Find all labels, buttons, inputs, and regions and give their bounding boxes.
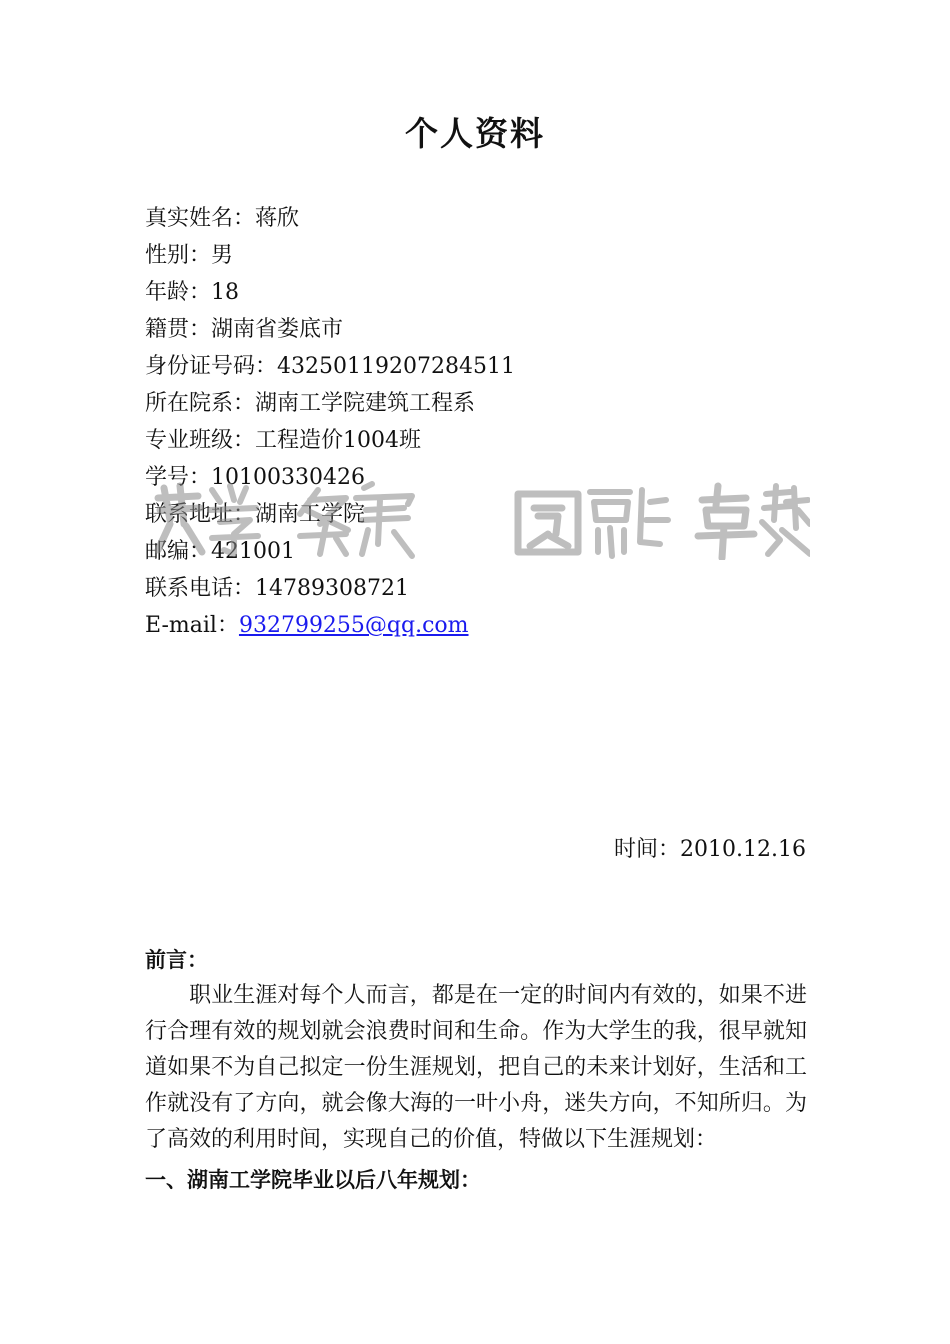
preface-heading: 前言： <box>145 947 208 972</box>
preface-text: 职业生涯对每个人而言，都是在一定的时间内有效的，如果不进行合理有效的规划就会浪费时间和生命。作为大学生的我，很早就知道如果不为自己拟定一份生涯规划，把自己的未来计划好，生活和工作就没有了方向，就会像大海的一叶小舟，迷失方向，不知所归。为了高效的利用时间，实现自己的价值，特做以下生涯规划： <box>145 983 807 1152</box>
hometown-line: 籍贯：湖南省娄底市 <box>145 317 344 342</box>
personal-info <box>145 200 515 644</box>
calligraphy-watermark <box>150 480 810 560</box>
class-line: 专业班级：工程造价1004班 <box>145 428 421 453</box>
date-line: 时间：2010.12.16 <box>614 837 806 862</box>
student-no-line: 学号：10100330426 <box>145 465 365 490</box>
age-line: 年龄：18 <box>145 280 239 305</box>
preface-paragraph <box>145 978 807 1158</box>
page-title: 个人资料 <box>405 114 545 153</box>
gender-line: 性别：男 <box>145 243 234 268</box>
email-label: E-mail： <box>145 613 239 638</box>
section-heading: 一、湖南工学院毕业以后八年规划： <box>145 1167 481 1192</box>
email-line <box>145 607 515 644</box>
address-line: 联系地址：湖南工学院 <box>145 502 366 527</box>
phone-line: 联系电话：14789308721 <box>145 576 409 601</box>
email-link[interactable]: 932799255@qq.com <box>238 613 469 638</box>
department-line: 所在院系：湖南工学院建筑工程系 <box>145 391 476 416</box>
name-line: 真实姓名：蒋欣 <box>145 206 300 231</box>
postcode-line: 邮编：421001 <box>145 539 295 564</box>
id-number-line: 身份证号码：43250119207284511 <box>145 354 515 379</box>
